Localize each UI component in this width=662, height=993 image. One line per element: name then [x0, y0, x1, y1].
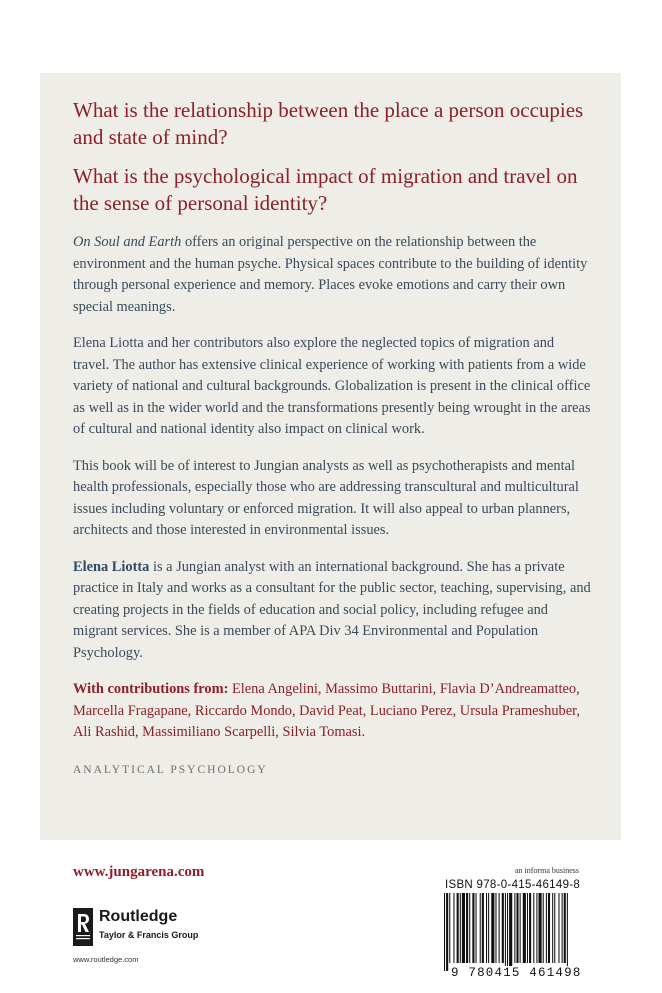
question-2: What is the psychological impact of migration and travel on the sense of personal identity? — [73, 164, 578, 215]
barcode-bar — [564, 893, 566, 963]
barcode-bar — [567, 893, 568, 971]
barcode-bar — [460, 893, 461, 963]
barcode-bar — [527, 893, 528, 963]
book-title: On Soul and Earth — [73, 234, 182, 250]
barcode-bar — [562, 893, 563, 963]
barcode-bar — [482, 893, 484, 963]
barcode-bar — [533, 893, 534, 963]
barcode-digits: 9 780415 461498 — [451, 966, 582, 980]
barcode-bar — [472, 893, 474, 963]
barcode-bar — [536, 893, 537, 963]
barcode-bar — [446, 893, 448, 971]
barcode-bar — [507, 893, 508, 971]
barcode-bar — [543, 893, 544, 963]
isbn-label: ISBN 978-0-415-46149-8 — [445, 879, 581, 891]
publisher-group: Taylor & Francis Group — [99, 930, 199, 940]
barcode-bar — [495, 893, 496, 963]
barcode-bar — [552, 893, 553, 963]
barcode-bar — [444, 893, 445, 971]
author-name: Elena Liotta — [73, 558, 150, 575]
barcode-bar — [546, 893, 547, 963]
contributors-label: With contributions from: — [73, 681, 229, 697]
barcode-bar — [488, 893, 489, 963]
description-paragraph-2: Elena Liotta and her contributors also explore the neglected topics of migration and travel. The author has extensive clinical experience of working with patients from a wide variety of national and cultural backgrounds. Globalization is present in the clinical office as well as in the wider world and the transformations presently being wrought in the areas of cultural and national identity also impact on clinical work. — [73, 335, 591, 437]
barcode-icon — [440, 893, 620, 973]
barcode-bar — [486, 893, 487, 963]
blurb-content — [73, 97, 593, 776]
barcode-bar — [476, 893, 477, 963]
author-bio — [73, 557, 593, 665]
contributors-names: Elena Angelini, Massimo Buttarini, Flavia D’Andreamatteo, Marcella Fragapane, Riccardo Mondo, David Peat, Luciano Perez, Ursula Prameshuber, Ali Rashid, Massimiliano Scarpelli, Silvia Tomasi. — [73, 681, 580, 740]
description-paragraph-1 — [73, 232, 593, 318]
barcode-bar — [514, 893, 515, 963]
series-label: ANALYTICAL PSYCHOLOGY — [73, 763, 268, 776]
informa-tagline: an informa business — [515, 866, 579, 875]
barcode-bar — [491, 893, 494, 963]
barcode-bar — [516, 893, 518, 963]
barcode-bar — [449, 893, 450, 963]
publisher-name: Routledge — [99, 908, 178, 925]
barcode-bar — [466, 893, 468, 963]
barcode-bar — [509, 893, 512, 971]
publisher-url[interactable]: www.routledge.com — [73, 955, 139, 964]
barcode-bar — [480, 893, 481, 963]
barcode-bar — [499, 893, 500, 963]
website-link[interactable]: www.jungarena.com — [73, 864, 205, 880]
barcode-bar — [505, 893, 506, 971]
barcode-bar — [520, 893, 521, 963]
contributors — [73, 679, 593, 744]
back-cover-panel — [40, 73, 621, 840]
barcode-bar — [548, 893, 550, 963]
barcode-bar — [558, 893, 559, 963]
barcode-bar — [554, 893, 555, 963]
barcode-bar — [539, 893, 542, 963]
author-bio-text: is a Jungian analyst with an international background. She has a private practice in Italy and works as a consultant for the public sector, teaching, supervising, and creating projects in the fields of education and social policy, including refugee and migrant services. She is a member of APA Div 34 Environmental and Population Psychology. — [73, 558, 591, 661]
barcode-bar — [529, 893, 531, 963]
description-paragraph-3: This book will be of interest to Jungian analysts as well as psychotherapists and mental health professionals, especially those who are addressing transcultural and multicultural issues including voluntary or enforced migration. It will also appeal to urban planners, architects and those interested in environmental issues. — [73, 457, 579, 538]
barcode-bar — [469, 893, 470, 963]
routledge-r-icon — [73, 908, 93, 946]
barcode-bar — [453, 893, 454, 963]
description-text-1: offers an original perspective on the relationship between the environment and the human psyche. Physical spaces contribute to the building of identity through personal experience and memory. Places evoke emotions and carry their own special meanings. — [73, 234, 588, 315]
barcode-bar — [523, 893, 526, 963]
barcode-bar — [457, 893, 459, 963]
barcode-bar — [462, 893, 465, 963]
routledge-logo — [73, 908, 233, 948]
question-1: What is the relationship between the place a person occupies and state of mind? — [73, 98, 584, 149]
barcode-bar — [502, 893, 504, 963]
